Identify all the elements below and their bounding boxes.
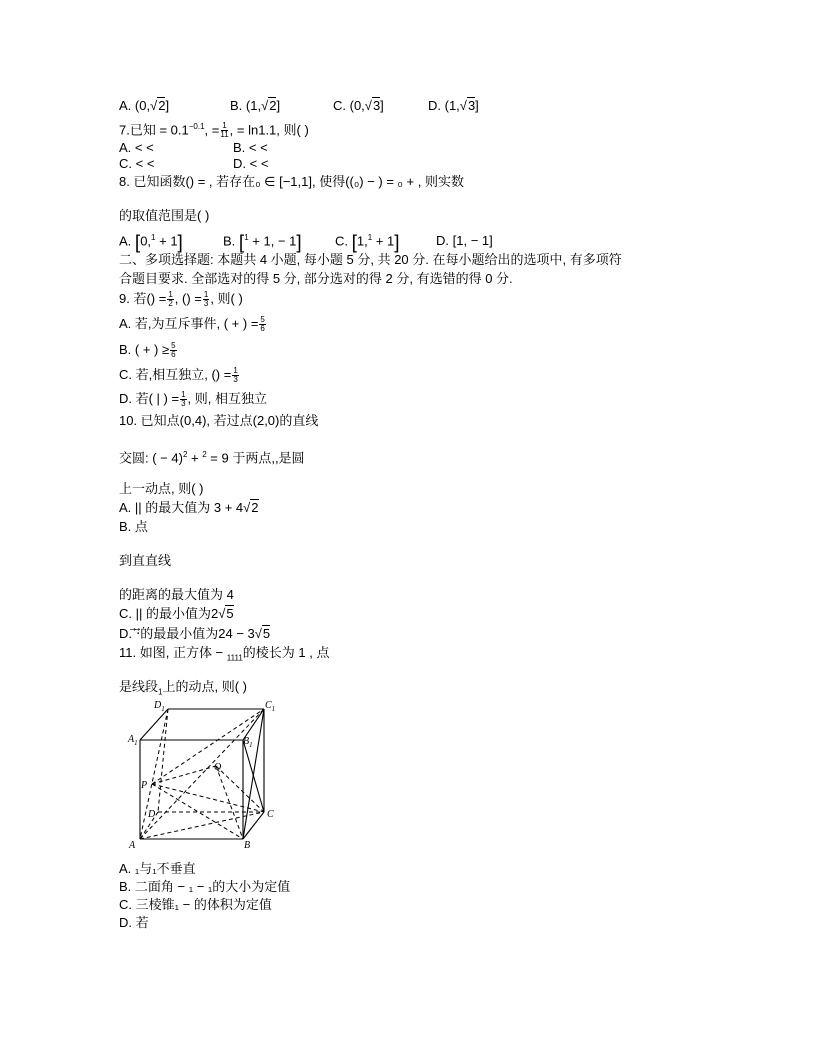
q9-stem: 9. 若() = $\frac{1}{2}$ , () = $\frac{1}{3}$ , 则( ) [119,290,243,309]
q10-stem-line2: 交圆: ( − 4)$^2$ + $^2$ = 9 于两点,,是圆 [119,450,305,466]
q10-option-a: A. || 的最大值为 3 + 4√2 [119,500,259,515]
label-b1: $B_1$ [243,736,253,749]
label-b: B [244,840,251,851]
q6-option-a: A. (0,√2] [119,98,170,113]
q6-option-d: D. (1,√3] [428,98,479,113]
q10-option-b-cont2: 的距离的最大值为 4 [119,587,234,602]
q11-option-d: D. 若 [119,915,149,930]
q6-options [119,98,479,114]
label-c1: $C_1$ [265,700,276,713]
q7-options-row1 [119,140,268,156]
q11-option-b: B. 二面角 − ₁ − ₁的大小为定值 [119,879,291,894]
q10-stem-line3: 上一动点, 则( ) [119,481,204,496]
q9-option-c: C. 若,相互独立, () = $\frac{1}{3}$ [119,366,238,385]
fraction: $\frac{1}{11}$ [220,121,229,140]
q9-option-b: B. ( + ) ≥ $\frac{5}{6}$ [119,341,176,360]
q11-option-a: A. ₁与₁不垂直 [119,861,196,876]
section2-intro-line1: 二、多项选择题: 本题共 4 小题, 每小题 5 分, 共 20 分. 在每小题给出的选项中, 有多项符 [119,252,622,267]
label-d1: $D_1$ [154,700,165,713]
q7-option-c: C. < < [119,156,155,171]
q7-options-row2 [119,156,268,172]
q11-option-c: C. 三棱锥₁ − 的体积为定值 [119,897,272,912]
q6-option-c: C. (0,√3] [333,98,384,113]
q10-stem-line1: 10. 已知点(0,4), 若过点(2,0)的直线 [119,413,319,428]
label-q: Q [214,762,222,773]
q7-option-a: A. < < [119,140,154,155]
label-c: C [267,809,274,820]
q8-option-b: B. [$^1$ + 1, − 1] [223,232,302,254]
q9-option-a: A. 若,为互斥事件, ( + ) = $\frac{5}{6}$ [119,315,265,334]
q10-option-b: B. 点 [119,519,148,534]
q8-stem-line1: 8. 已知函数() = , 若存在₀ ∈ [−1,1], 使得((₀) − ) = ₀ + , 则实数 [119,174,464,189]
q7-option-b: B. < < [233,140,268,155]
q7-stem: 7.已知 = $0.1^{-0.1}$, = $\frac{1}{11}$ , = ln1.1, 则( ) [119,121,309,140]
q9-option-d: D. 若( | ) = $\frac{1}{3}$ , 则, 相互独立 [119,390,267,409]
q7-option-d: D. < < [233,156,269,171]
q8-stem-line2: 的取值范围是( ) [119,208,210,223]
q6-option-b: B. (1,√2] [230,98,281,113]
q8-option-d: D. [1, − 1] [436,233,493,249]
q8-options [119,230,493,254]
q8-option-a: A. [0,$^1$ + 1] [119,232,183,254]
cube-figure [124,696,284,854]
label-a1: $A_1$ [128,734,138,747]
q11-stem-line1: 11. 如图, 正方体 − $_{1111}$的棱长为 1 , 点 [119,645,330,663]
q10-option-b-cont1: 到直直线 [119,553,172,568]
label-p: P [141,780,148,791]
label-d: D [148,809,156,820]
q10-option-c: C. || 的最小值为2√5 [119,606,234,621]
q8-option-c: C. [1,$^1$ + 1] [335,232,400,254]
section2-intro-line2: 合题目要求. 全部选对的得 5 分, 部分选对的得 2 分, 有选错的得 0 分. [119,271,513,286]
q10-option-d: D. ⃗·⃗的最最小值为24 − 3√5 [119,626,271,641]
label-a: A [129,840,136,851]
q11-stem-line2: 是线段$_1$上的动点, 则( ) [119,679,247,697]
